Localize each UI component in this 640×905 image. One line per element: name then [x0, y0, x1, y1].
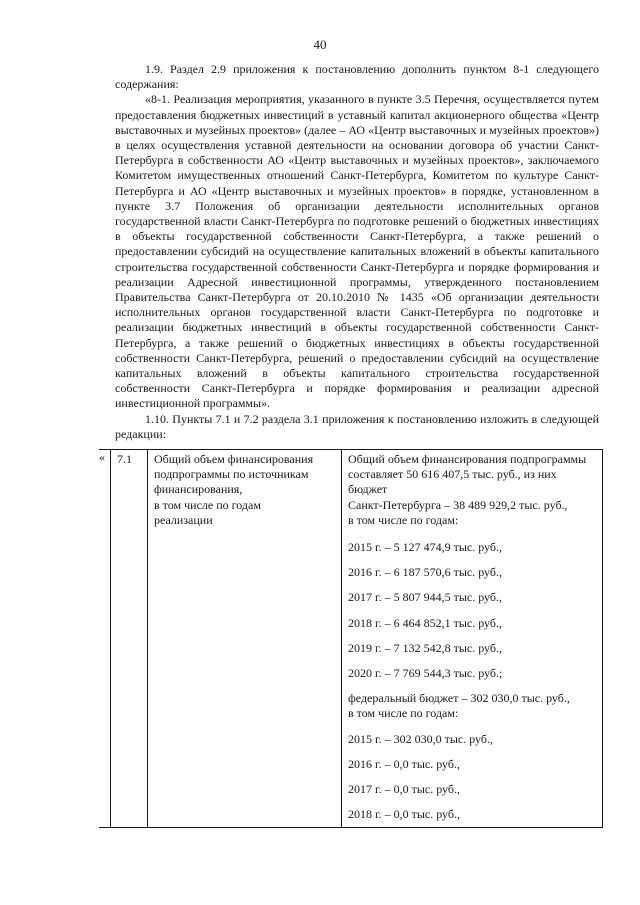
row-label-line: подпрограммы по источникам	[154, 467, 309, 482]
year-amount: 2018 г. – 0,0 тыс. руб.,	[348, 807, 460, 822]
row-label-line: в том числе по годам	[154, 497, 261, 512]
row-label-line: Общий объем финансирования	[154, 452, 314, 466]
year-amount: 2017 г. – 0,0 тыс. руб.,	[348, 782, 460, 797]
federal-budget-block	[348, 691, 598, 721]
year-amount: 2019 г. – 7 132 542,8 тыс. руб.,	[348, 640, 502, 655]
row-value	[342, 450, 603, 828]
total-line: составляет 50 616 407,5 тыс. руб., из них бюджет	[348, 467, 557, 497]
year-amount: 2016 г. – 6 187 570,6 тыс. руб.,	[348, 565, 502, 580]
table-row	[99, 450, 603, 828]
year-amount: 2017 г. – 5 807 944,5 тыс. руб.,	[348, 590, 502, 605]
federal-line: в том числе по годам:	[348, 706, 459, 721]
paragraph-1-10: 1.10. Пункты 7.1 и 7.2 раздела 3.1 приложения к постановлению изложить в следующей редакции:	[115, 411, 599, 441]
row-label-line: реализации	[154, 512, 213, 527]
page-number: 40	[313, 37, 327, 52]
federal-years-list	[348, 732, 598, 823]
year-amount: 2016 г. – 0,0 тыс. руб.,	[348, 756, 460, 771]
year-amount: 2015 г. – 5 127 474,9 тыс. руб.,	[348, 540, 502, 555]
year-amount: 2015 г. – 302 030,0 тыс. руб.,	[348, 731, 493, 746]
row-label	[148, 450, 342, 828]
federal-line: федеральный бюджет – 302 030,0 тыс. руб.,	[348, 691, 570, 706]
year-amount: 2018 г. – 6 464 852,1 тыс. руб.,	[348, 615, 502, 630]
paragraph-1-9: 1.9. Раздел 2.9 приложения к постановлению дополнить пунктом 8-1 следующего содержания:	[115, 62, 599, 92]
row-label-line: финансирования,	[154, 482, 243, 497]
total-line: в том числе по годам:	[348, 512, 459, 527]
row-number: 7.1	[111, 450, 148, 828]
total-line: Санкт-Петербурга – 38 489 929,2 тыс. руб.,	[348, 497, 568, 512]
quote-mark: «	[99, 450, 111, 828]
financing-table	[99, 449, 603, 828]
total-line: Общий объем финансирования подпрограммы	[348, 452, 587, 466]
year-amount: 2020 г. – 7 769 544,3 тыс. руб.;	[348, 666, 503, 681]
paragraph-8-1: «8-1. Реализация мероприятия, указанного в пункте 3.5 Перечня, осуществляется путем предоставления бюджетных инвестиций в уставный капитал акционерного общества «Центр выставочных и музейных проектов» (далее – АО «Центр выставочных и музейных проектов») в целях осуществления уставной деятельности на основании договора об участии Санкт-Петербурга в собственности АО «Центр выставочных и музейных проектов», заключаемого Комитетом имущественных отношений Санкт-Петербурга, Комитетом по культуре Санкт-Петербурга и АО «Центр выставочных и музейных проектов» в порядке, установленном в пункте 3.7 Положения об организации деятельности исполнительных органов государственной власти Санкт-Петербурга по подготовке решений о бюджетных инвестициях в объекты государственной собственности Санкт-Петербурга, а также решений о предоставлении субсидий на осуществление капитальных вложений в объекты капитального строительства государственной собственности Санкт-Петербурга и порядке формирования и реализации Адресной инвестиционной программы, утвержденного постановлением Правительства Санкт-Петербурга от 20.10.2010 № 1435 «Об организации деятельности исполнительных органов государственной власти Санкт-Петербурга по подготовке и реализации бюджетных инвестиций в объекты государственной собственности Санкт-Петербурга, а также решений о бюджетных инвестициях в объекты государственной собственности Санкт-Петербурга, решений о предоставлении субсидий на осуществление капитальных вложений в объекты капитального строительства государственной собственности Санкт-Петербурга и порядке формирования и реализации адресной инвестиционной программы».	[115, 92, 599, 411]
body-text	[115, 62, 599, 442]
spb-years-list	[348, 540, 598, 681]
